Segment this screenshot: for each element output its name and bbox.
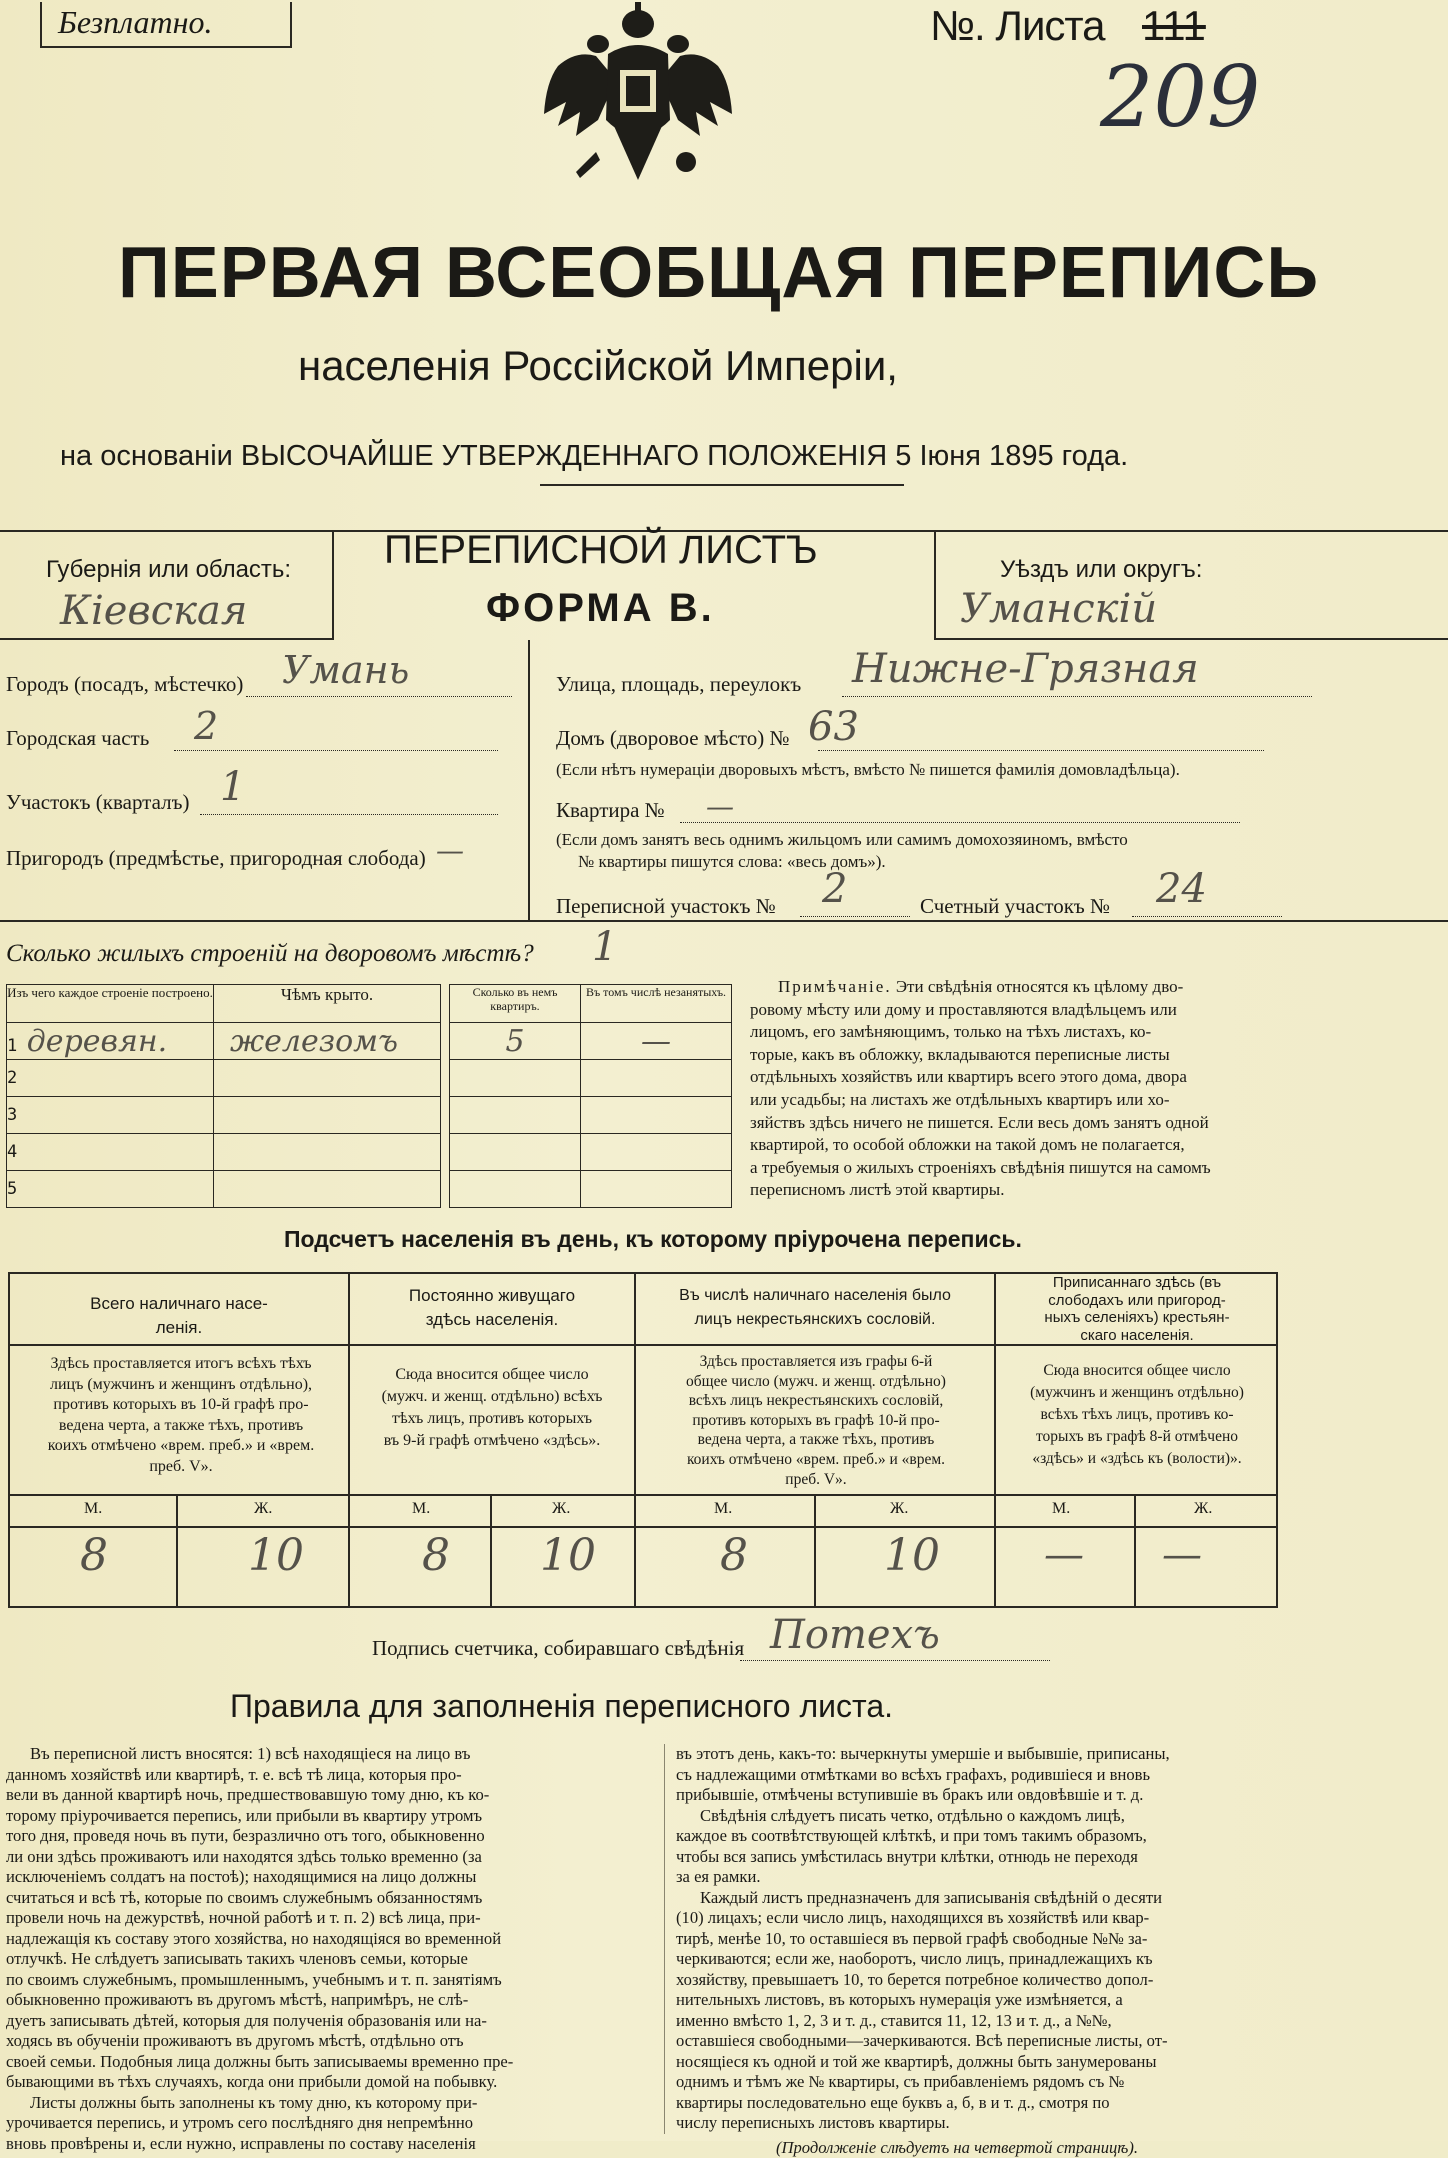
pop-mf-split-3 — [814, 1494, 816, 1608]
count-area-value: 24 — [1156, 866, 1207, 912]
province-label: Губернія или область: — [46, 556, 291, 584]
rules-line: провели ночь на дежурствѣ, ночной работѣ и т. п. 2) всѣ лица, при- — [6, 1908, 636, 1929]
pop-col4-f: — — [1162, 1532, 1202, 1578]
pop-desc-line: (мужч. и женщ. отдѣльно) всѣхъ — [352, 1386, 632, 1408]
form-center-divider — [528, 640, 530, 922]
pop-desc-line: всѣхъ тѣхъ лицъ, противъ ко- — [998, 1404, 1276, 1426]
form-left-mid-rule — [0, 638, 334, 640]
census-area-label: Переписной участокъ № — [556, 894, 776, 919]
pop-title-rule — [8, 1344, 1278, 1346]
col-material-header — [7, 985, 214, 1023]
col-spacer — [441, 985, 450, 1023]
uezd-value: Уманскій — [960, 586, 1157, 632]
city-value: Умань — [282, 648, 409, 692]
pop-col3-title-line: Въ числѣ наличнаго населенія было — [636, 1284, 994, 1308]
census-area-line — [800, 916, 910, 917]
buildings-note — [750, 976, 1278, 1202]
street-value: Нижне-Грязная — [852, 646, 1199, 692]
title-rule — [540, 484, 904, 486]
pop-desc-line: коихъ отмѣчено «врем. преб.» и «врем. — [16, 1436, 346, 1457]
rules-line: (10) лицахъ; если число лицъ, находящихся въ хозяйствѣ или квар- — [676, 1908, 1296, 1929]
street-line — [842, 696, 1312, 697]
rules-line: однимъ и тѣмъ же № квартиры, съ прибавленіемъ рядомъ съ № — [676, 2072, 1296, 2093]
buildings-table — [6, 984, 732, 1208]
row-number: 3 — [7, 1105, 17, 1125]
city-part-label: Городская часть — [6, 726, 149, 751]
rules-right-column — [676, 1744, 1296, 2158]
col-apartments-header — [450, 985, 581, 1023]
rules-line: хозяйству, превышаетъ 10, то берется потребное количество допол- — [676, 1970, 1296, 1991]
rules-line: бывающими въ тѣхъ случаяхъ, когда они прибыли домой на побывку. — [6, 2072, 636, 2093]
table-row — [7, 1097, 732, 1134]
signature-value: Потехъ — [770, 1612, 940, 1658]
pop-desc-line: коихъ отмѣчено «врем. преб.» и «врем. — [640, 1450, 992, 1470]
note-head: Примѣчаніе. — [778, 977, 892, 996]
pop-desc-line: «здѣсь» и «здѣсь къ (волости)». — [998, 1448, 1276, 1470]
pop-col3-m: 8 — [720, 1530, 748, 1581]
rules-line: данномъ хозяйствѣ или квартирѣ, т. е. всѣ тѣ лица, которыя про- — [6, 1765, 636, 1786]
rules-heading: Правила для заполненія переписного листа. — [230, 1688, 893, 1725]
pop-desc-line: общее число (мужч. и женщ. отдѣльно) — [640, 1372, 992, 1392]
rules-line: именно вмѣсто 1, 2, 3 и т. д., ставится 11, 12, 13 и т. д., а №№, — [676, 2011, 1296, 2032]
pop-desc-line: тѣхъ лицъ, противъ которыхъ — [352, 1408, 632, 1430]
note-line: лицомъ, его замѣняющимъ, только на тѣхъ листахъ, ко- — [750, 1021, 1278, 1044]
pop-col1-f: 10 — [248, 1530, 304, 1581]
table-row — [7, 1171, 732, 1208]
table-row — [7, 1060, 732, 1097]
pop-desc-line: противъ которыхъ въ 10-й графѣ про- — [16, 1395, 346, 1416]
note-line: или усадьбы; на листахъ же отдѣльныхъ квартиръ или хо- — [750, 1089, 1278, 1112]
city-label: Городъ (посадъ, мѣстечко) — [6, 672, 243, 697]
district-line — [200, 814, 498, 815]
rules-line: оставшіеся свободными—зачеркиваются. Всѣ переписные листы, от- — [676, 2031, 1296, 2052]
pop-mf-split-1 — [176, 1494, 178, 1608]
col-vacant-text: Въ томъ числѣ незанятыхъ. — [586, 985, 726, 999]
house-value: 63 — [808, 704, 859, 750]
count-area-line — [1132, 916, 1282, 917]
col-roof-text: Чѣмъ крыто. — [281, 985, 373, 1004]
rules-line: прибывшіе, отмѣчены вступившіе въ бракъ или овдовѣвшіе и т. д. — [676, 1785, 1296, 1806]
pop-col1-desc — [16, 1354, 346, 1477]
rules-line: исключеніемъ солдатъ на постоѣ); находящимися на лицо должны — [6, 1867, 636, 1888]
note-line: квартирой, то особой обложки на такой домъ не полагается, — [750, 1134, 1278, 1157]
apartment-note-1: (Если домъ занятъ весь однимъ жильцомъ или самимъ домохозяиномъ, вмѣсто — [556, 830, 1128, 850]
city-part-value: 2 — [194, 704, 218, 748]
pop-desc-line: въ 9-й графѣ отмѣчено «здѣсь». — [352, 1430, 632, 1452]
pop-desc-line: лицъ (мужчинъ и женщинъ отдѣльно), — [16, 1375, 346, 1396]
pop-col3-desc — [640, 1352, 992, 1489]
census-subtitle: населенія Россійской Имперіи, — [298, 342, 898, 390]
note-line: торые, какъ въ обложку, вкладываются переписные листы — [750, 1044, 1278, 1067]
rules-line: по своимъ служебнымъ, промышленнымъ, учебнымъ и т. п. занятіямъ — [6, 1970, 636, 1991]
pop-m-label: М. — [412, 1500, 430, 1518]
signature-label: Подпись счетчика, собиравшаго свѣдѣнія — [372, 1636, 744, 1661]
row-number: 4 — [7, 1142, 17, 1162]
pop-col4-m: — — [1044, 1532, 1084, 1578]
form-left-divider — [332, 530, 334, 640]
pop-m-label: М. — [714, 1500, 732, 1518]
apartment-line — [680, 822, 1240, 823]
rules-line: вновь провѣрены и, если нужно, исправлены по составу населенія — [6, 2134, 636, 2155]
rules-line: надлежащія къ составу этого хозяйства, но находящіяся во временной — [6, 1929, 636, 1950]
pop-desc-line: преб. V». — [640, 1470, 992, 1490]
pop-col2-f: 10 — [540, 1530, 596, 1581]
pop-col3-title — [636, 1284, 994, 1332]
house-label: Домъ (дворовое мѣсто) № — [556, 726, 790, 751]
row-material: деревян. — [27, 1024, 167, 1059]
rules-line: тирѣ, менѣе 10, то оставшіеся въ первой графѣ свободные №№ за- — [676, 1929, 1296, 1950]
suburb-value: — — [436, 834, 464, 867]
pop-col4-desc — [998, 1360, 1276, 1470]
note-line: а требуемыя о жилыхъ строеніяхъ свѣдѣнія пишутся на самомъ — [750, 1157, 1278, 1180]
rules-line: числу переписныхъ листовъ квартиры. — [676, 2113, 1296, 2134]
census-basis: на основаніи ВЫСОЧАЙШЕ УТВЕРЖДЕННАГО ПОЛОЖЕНІЯ 5 Іюня 1895 года. — [60, 440, 1128, 473]
imperial-eagle-emblem — [536, 2, 740, 190]
pop-m-label: М. — [1052, 1500, 1070, 1518]
province-value: Кіевская — [60, 588, 247, 634]
form-right-divider — [934, 530, 936, 640]
rules-line: ходясь въ обученіи проживаютъ въ другомъ мѣстѣ, отдѣльно отъ — [6, 2031, 636, 2052]
rules-line: Въ переписной листъ вносятся: 1) всѣ находящіеся на лицо въ — [6, 1744, 636, 1765]
sheet-number-struck: 111 — [1142, 2, 1206, 50]
rules-line: того дня, проведя ночь въ пути, безразлично отъ того, обыкновенно — [6, 1826, 636, 1847]
pop-col1-title — [10, 1292, 348, 1340]
rules-line: торому пріурочивается перепись, или прибыли въ квартиру утромъ — [6, 1806, 636, 1827]
pop-col4-title-line: Приписаннаго здѣсь (въ — [996, 1274, 1278, 1292]
pop-col4-title-line: слободахъ или пригород- — [996, 1292, 1278, 1310]
note-line: переписномъ листѣ этой квартиры. — [750, 1179, 1278, 1202]
rules-line: черкиваются; если же, наоборотъ, число лицъ, принадлежащихъ къ — [676, 1949, 1296, 1970]
street-label: Улица, площадь, переулокъ — [556, 672, 801, 697]
apartment-value: — — [706, 790, 734, 823]
buildings-question: Сколько жилыхъ строеній на дворовомъ мѣстѣ? — [6, 940, 534, 968]
pop-mf-split-2 — [490, 1494, 492, 1608]
rules-line: въ этотъ день, какъ-то: вычеркнуты умершіе и выбывшіе, приписаны, — [676, 1744, 1296, 1765]
rules-line: своей семьи. Подобныя лица должны быть записываемы временно пре- — [6, 2052, 636, 2073]
col-roof-header — [214, 985, 441, 1023]
form-label: ФОРМА В. — [486, 586, 715, 631]
uezd-label: Уѣздъ или округъ: — [1000, 556, 1202, 584]
pop-col2-desc — [352, 1364, 632, 1452]
pop-col1-title-line: ленія. — [10, 1316, 348, 1340]
row-number: 5 — [7, 1179, 17, 1199]
pop-desc-line: Сюда вносится общее число — [998, 1360, 1276, 1382]
pop-f-label: Ж. — [552, 1500, 570, 1518]
col-material-text: Изъ чего каждое строеніе построено. — [7, 985, 213, 1000]
rules-line: отлучкѣ. Не слѣдуетъ записывать такихъ членовъ семьи, которые — [6, 1949, 636, 1970]
pop-col2-title-line: здѣсь населенія. — [350, 1308, 634, 1332]
buildings-answer: 1 — [592, 924, 617, 970]
pop-desc-line: Сюда вносится общее число — [352, 1364, 632, 1386]
pop-m-label: М. — [84, 1500, 102, 1518]
col-vacant-header — [581, 985, 732, 1023]
district-label: Участокъ (кварталъ) — [6, 790, 189, 815]
pop-desc-line: Здѣсь проставляется изъ графы 6-й — [640, 1352, 992, 1372]
pop-desc-line: всѣхъ лицъ некрестьянскихъ сословій, — [640, 1391, 992, 1411]
apartment-note-2: № квартиры пишутся слова: «весь домъ»). — [578, 852, 886, 872]
pop-mf-split-4 — [1134, 1494, 1136, 1608]
signature-line — [740, 1660, 1050, 1661]
rules-continued: (Продолженіе слѣдуетъ на четвертой страницѣ). — [676, 2138, 1296, 2158]
pop-col4-title-line: скаго населенія. — [996, 1327, 1278, 1345]
rules-line: носящіеся къ одной и той же квартирѣ, должны быть занумерованы — [676, 2052, 1296, 2073]
pop-desc-line: противъ которыхъ въ графѣ 10-й про- — [640, 1411, 992, 1431]
rules-line: за ея рамки. — [676, 1867, 1296, 1888]
house-note: (Если нѣтъ нумераціи дворовыхъ мѣстъ, вмѣсто № пишется фамилія домовладѣльца). — [556, 760, 1180, 780]
pop-desc-line: ведена черта, а также тѣхъ, противъ — [640, 1430, 992, 1450]
pop-col2-title — [350, 1284, 634, 1332]
form-right-mid-rule — [934, 638, 1448, 640]
pop-f-label: Ж. — [254, 1500, 272, 1518]
pop-col4-title-line: ныхъ селеніяхъ) крестьян- — [996, 1309, 1278, 1327]
pop-col2-title-line: Постоянно живущаго — [350, 1284, 634, 1308]
pop-col4-title — [996, 1274, 1278, 1344]
house-line — [818, 750, 1264, 751]
rules-line: ли они здѣсь проживаютъ или находятся здѣсь только временно (за — [6, 1847, 636, 1868]
rules-line: Каждый листъ предназначенъ для записыванія свѣдѣній о десяти — [676, 1888, 1296, 1909]
row-number: 2 — [7, 1068, 17, 1088]
census-area-value: 2 — [822, 866, 847, 912]
pop-f-label: Ж. — [1194, 1500, 1212, 1518]
suburb-label: Пригородъ (предмѣстье, пригородная слобода) — [6, 846, 426, 871]
row-apartments: 5 — [505, 1024, 524, 1059]
rules-line: съ надлежащими отмѣтками во всѣхъ графахъ, родившіеся и вновь — [676, 1765, 1296, 1786]
rules-line: нительныхъ листовъ, въ которыхъ нумерація уже измѣняется, а — [676, 1990, 1296, 2011]
count-area-label: Счетный участокъ № — [920, 894, 1110, 919]
note-line: ровому мѣсту или дому и проставляются владѣльцемъ или — [750, 999, 1278, 1022]
sheet-title: ПЕРЕПИСНОЙ ЛИСТЪ — [384, 528, 818, 573]
rules-line: чтобы вся запись умѣстилась внутри клѣтки, отнюдь не переходя — [676, 1847, 1296, 1868]
city-line — [246, 696, 512, 697]
apartment-label: Квартира № — [556, 798, 665, 823]
rules-line: квартиры последовательно еще буквъ а, б, в и т. д., смотря по — [676, 2093, 1296, 2114]
census-title: ПЕРВАЯ ВСЕОБЩАЯ ПЕРЕПИСЬ — [118, 232, 1319, 314]
pop-mf-rule — [8, 1526, 1278, 1528]
rules-left-column — [6, 1744, 636, 2154]
pop-desc-line: ведена черта, а также тѣхъ, противъ — [16, 1416, 346, 1437]
pop-desc-line: Здѣсь проставляется итогъ всѣхъ тѣхъ — [16, 1354, 346, 1375]
rules-line: каждое въ соотвѣтствующей клѣткѣ, и при томъ такимъ образомъ, — [676, 1826, 1296, 1847]
rules-line: Свѣдѣнія слѣдуетъ писать четко, отдѣльно о каждомъ лицѣ, — [676, 1806, 1296, 1827]
pop-col3-title-line: лицъ некрестьянскихъ сословій. — [636, 1308, 994, 1332]
sheet-number-handwritten: 209 — [1100, 48, 1260, 146]
rules-line: считаться и всѣ тѣ, которые по своимъ служебнымъ обязанностямъ — [6, 1888, 636, 1909]
note-text: Эти свѣдѣнія относятся къ цѣлому дво- — [896, 977, 1183, 996]
row-number: 1 — [7, 1036, 17, 1056]
city-part-line — [174, 750, 498, 751]
pop-col3-f: 10 — [884, 1530, 940, 1581]
rules-line: вели въ данной квартирѣ ночь, предшествовавшую тому дню, къ ко- — [6, 1785, 636, 1806]
row-roof: железомъ — [230, 1024, 398, 1059]
rules-line: дуетъ записывать дѣтей, которыя для полученія образованія или на- — [6, 2011, 636, 2032]
note-line — [750, 976, 1278, 999]
pop-desc-line: преб. V». — [16, 1457, 346, 1478]
pop-desc-rule — [8, 1494, 1278, 1496]
col-apartments-text: Сколько въ немъ квартиръ. — [473, 985, 558, 1013]
pop-desc-line: торыхъ въ графѣ 8-й отмѣчено — [998, 1426, 1276, 1448]
sheet-number-label: №. Листа — [930, 2, 1105, 50]
pop-col1-title-line: Всего наличнаго насе- — [10, 1292, 348, 1316]
free-stamp: Безплатно. — [58, 4, 212, 41]
form-bottom-rule — [0, 920, 1448, 922]
note-line: зяйствъ здѣсь ничего не пишется. Если весь домъ занятъ одной — [750, 1112, 1278, 1135]
pop-col1-m: 8 — [80, 1530, 108, 1581]
table-row — [7, 1134, 732, 1171]
row-vacant: — — [641, 1024, 671, 1059]
pop-f-label: Ж. — [890, 1500, 908, 1518]
rules-line: Листы должны быть заполнены къ тому дню, къ которому при- — [6, 2093, 636, 2114]
rules-line: урочивается перепись, и утромъ сего послѣдняго дня непремѣнно — [6, 2113, 636, 2134]
rules-line: обыкновенно проживаютъ въ другомъ мѣстѣ, напримѣръ, не слѣ- — [6, 1990, 636, 2011]
pop-desc-line: (мужчинъ и женщинъ отдѣльно) — [998, 1382, 1276, 1404]
population-heading: Подсчетъ населенія въ день, къ которому пріурочена перепись. — [284, 1226, 1022, 1253]
pop-col2-m: 8 — [422, 1530, 450, 1581]
note-line: отдѣльныхъ хозяйствъ или квартиръ всего этого дома, двора — [750, 1066, 1278, 1089]
table-row — [7, 1023, 732, 1060]
district-value: 1 — [220, 764, 245, 810]
rules-column-divider — [664, 1744, 665, 2134]
